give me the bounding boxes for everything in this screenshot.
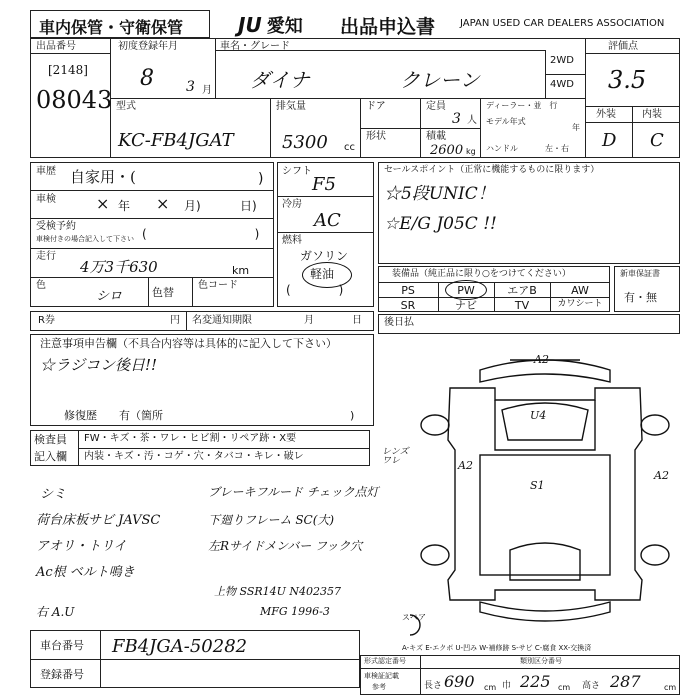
color-code-label: 色コード	[198, 280, 238, 291]
manual-options: 有・無	[624, 291, 657, 304]
free-note-6: ブレーキフルード チェック点灯	[208, 485, 379, 499]
storage-label: 車内保管・守衛保管	[39, 18, 184, 37]
chassis-label: 車台番号	[40, 639, 84, 652]
car-name: ダイナ	[250, 68, 310, 92]
lot-prefix: [2148]	[48, 63, 88, 77]
door-label: ドア	[366, 101, 386, 112]
notes-label: 注意事項申告欄（不具合内容等は具体的に記入して下さい）	[40, 337, 337, 350]
lot-number: 08043	[36, 86, 113, 114]
free-note-7: 下廻りフレーム SC(大)	[208, 513, 335, 527]
diagram-wheel-fr	[641, 415, 669, 435]
grade: クレーン	[400, 68, 480, 92]
inspector-label: 検査員	[34, 433, 67, 446]
model-code: KC-FB4JGAT	[118, 130, 234, 151]
color-change-label: 色替	[152, 286, 174, 299]
drive-4wd: 4WD	[550, 79, 574, 90]
dims-cert-label: 形式認定番号	[364, 657, 406, 665]
ac-label: 冷房	[282, 199, 302, 210]
diagram-mark-a2-left: A2	[458, 459, 473, 472]
inspection-month: ×	[156, 194, 170, 213]
model-year-label: モデル年式	[486, 117, 526, 126]
mileage-label: 走行	[36, 251, 56, 262]
name-change-day: 日	[352, 315, 362, 326]
after-date-box	[378, 314, 680, 334]
shift-label: シフト	[282, 166, 312, 177]
fuel-opt-diesel: 軽油	[310, 267, 335, 281]
history-close: )	[258, 171, 264, 187]
free-note-2: 荷台床板サビ JAVSC	[36, 513, 161, 528]
fuel-opt-gas: ガソリン	[300, 249, 349, 263]
history-value: 自家用・(	[70, 168, 136, 186]
diagram-side-note: レンズ ワレ	[382, 447, 409, 466]
handle-label: ハンドル	[486, 144, 518, 153]
kg-label: kg	[466, 147, 476, 156]
cc-label: cc	[344, 142, 355, 153]
sales-point-label: セールスポイント（正常に機能するものに限ります）	[384, 165, 600, 175]
equip-sr: SR	[400, 299, 416, 312]
ju-logo-mark: JU	[238, 13, 262, 37]
equip-navi: ナビ	[455, 299, 477, 312]
ju-logo	[238, 12, 303, 38]
free-note-10: MFG 1996-3	[260, 605, 330, 618]
history-label: 車歴	[36, 166, 56, 177]
diagram-mark-a2-right: A2	[654, 469, 669, 482]
r-ticket-label: R券	[38, 315, 55, 326]
diagram-mark-s1: S1	[530, 479, 545, 492]
sales-point-line2: ☆E/G J05C !!	[384, 214, 497, 234]
sales-point-section	[378, 162, 680, 264]
rating-label: 評価点	[608, 41, 638, 52]
reg-month: 3	[186, 79, 195, 95]
km-label: km	[232, 264, 250, 277]
vehicle-diagram	[410, 340, 680, 640]
first-reg-label: 初度登録年月	[118, 41, 178, 52]
receipt-note: 車検付きの場合記入して下さい	[36, 235, 134, 243]
width-label: 巾	[502, 681, 512, 691]
inspection-label: 車検	[36, 194, 56, 205]
height-unit: cm	[664, 683, 677, 692]
equip-pw-circle	[445, 280, 487, 300]
fuel-paren: ( )	[286, 283, 344, 297]
name-change-month: 月	[304, 315, 314, 326]
chassis-number: FB4JGA-50282	[112, 636, 248, 657]
length-unit: cm	[484, 683, 497, 692]
capacity-value: 3	[452, 111, 461, 127]
free-note-5: 右 A.U	[36, 605, 75, 619]
model-label: 型式	[116, 101, 136, 112]
handle-options: 左・右	[545, 144, 569, 153]
free-note-3: アオリ・トリイ	[36, 539, 127, 554]
drive-2wd: 2WD	[550, 55, 574, 66]
storage-label-box	[30, 10, 210, 38]
equip-leather: カワシート	[557, 299, 603, 309]
free-note-4: Ac根 ベルト鳴き	[36, 565, 135, 580]
length-value: 690	[444, 672, 475, 691]
diagram-bumper-rear	[480, 602, 610, 621]
diagram-wheel-fl	[421, 415, 449, 435]
equip-aw: AW	[571, 284, 589, 297]
model-year-unit: 年	[572, 123, 580, 132]
reg-year: 8	[140, 66, 154, 91]
inspection-year: ×	[96, 194, 110, 213]
reg-month-unit: 月	[202, 85, 212, 96]
interior-label: 内装	[642, 109, 662, 120]
height-value: 287	[610, 672, 641, 691]
after-date-label: 後日払	[384, 317, 414, 328]
ac-value: AC	[314, 210, 341, 231]
repair-close: )	[350, 409, 355, 422]
notes-line1: ☆ラジコン後日!!	[40, 356, 158, 374]
fuel-label: 燃料	[282, 235, 302, 246]
sales-point-line1: ☆5段UNIC！	[384, 184, 495, 204]
diagram-bed	[480, 455, 610, 575]
r-ticket-yen: 円	[170, 315, 180, 326]
displacement-value: 5300	[282, 132, 328, 153]
association-name: JAPAN USED CAR DEALERS ASSOCIATION	[460, 18, 665, 29]
type-class-label: 類別区分番号	[520, 657, 562, 665]
spare-label: スペア	[402, 613, 426, 622]
displacement-label: 排気量	[276, 101, 306, 112]
equip-tv: TV	[514, 299, 530, 312]
damage-legend: A-キズ E-エクボ U-凹み W-補修跡 S-サビ C-腐食 XX-交換済	[402, 644, 592, 652]
load-label: 積載	[426, 131, 446, 142]
color-value: シロ	[96, 289, 123, 304]
car-name-label: 車名・グレード	[220, 41, 290, 52]
height-label: 高さ	[582, 681, 601, 691]
equip-airbag: エアB	[507, 284, 537, 297]
receipt-label: 受検予約	[36, 221, 76, 232]
lot-no-label: 出品番号	[36, 41, 76, 52]
name-change-label: 名変通知期限	[192, 315, 252, 326]
width-unit: cm	[558, 683, 571, 692]
inspection-year-unit: 年	[118, 199, 131, 213]
length-label: 長さ	[424, 681, 443, 691]
ju-logo-text: 愛知	[266, 16, 303, 37]
inspector-line1: FW・キズ・茶・ワレ・ヒビ割・リペア跡・X要	[84, 433, 297, 444]
receipt-paren: ( )	[142, 227, 260, 241]
persons-label: 人	[467, 115, 477, 126]
ref-label: 参考	[372, 683, 386, 691]
interior-grade: C	[650, 130, 664, 151]
free-note-9: 上物 SSR14U N402357	[214, 585, 342, 598]
diagram-wheel-rl	[421, 545, 449, 565]
exterior-grade: D	[602, 130, 617, 151]
inspection-month-unit: 月)	[184, 199, 201, 213]
reg-no-label: 登録番号	[40, 668, 84, 681]
equipment-label: 装備品（純正品に限り○をつけてください）	[392, 269, 571, 279]
free-note-8: 左Rサイドメンバー フック穴	[208, 539, 363, 553]
diagram-mark-a2-top: A2	[534, 353, 549, 366]
rating-value: 3.5	[608, 66, 647, 94]
width-value: 225	[520, 672, 551, 691]
entry-label: 記入欄	[34, 450, 67, 463]
diagram-mark-u4: U4	[530, 409, 547, 422]
capacity-label: 定員	[426, 101, 446, 112]
equip-ps: PS	[401, 284, 415, 297]
inspector-line2: 内装・キズ・汚・コゲ・穴・タバコ・キレ・破レ	[84, 451, 304, 462]
manual-label: 新車保証書	[620, 269, 660, 278]
equip-pw: PW	[457, 284, 475, 297]
mileage-value: 4万3千630	[80, 258, 158, 276]
load-value: 2600	[430, 143, 464, 158]
shift-value: F5	[312, 174, 336, 195]
shape-label: 形状	[366, 131, 386, 142]
dealer-label: ディーラー・並 行	[486, 101, 558, 110]
repair-label: 修復歴 有（箇所	[64, 409, 163, 422]
color-label: 色	[36, 280, 46, 291]
exterior-label: 外装	[596, 109, 616, 120]
form-title: 出品申込書	[340, 16, 436, 38]
free-note-1: シミ	[40, 487, 67, 502]
diagram-wheel-rr	[641, 545, 669, 565]
inspection-day-unit: 日)	[240, 199, 257, 213]
class-ref-label: 車検証記載	[364, 672, 399, 680]
